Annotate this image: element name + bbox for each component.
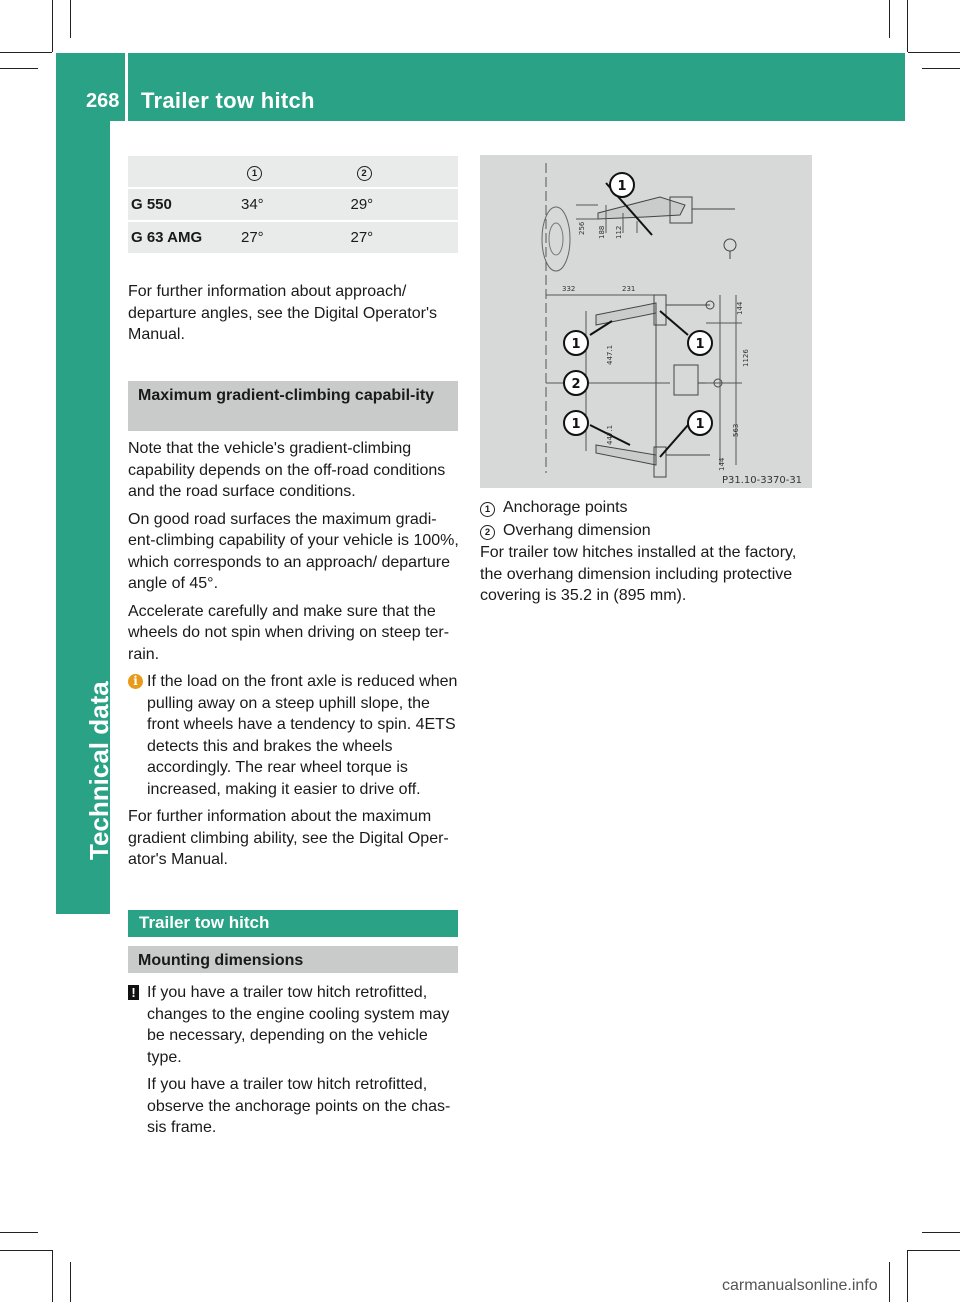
frame-rail-bottom xyxy=(596,445,656,465)
svg-text:231: 231 xyxy=(622,285,636,293)
callout-label: 1 xyxy=(571,417,581,432)
callout-1-icon: 1 xyxy=(247,166,262,181)
hitch-receiver xyxy=(674,365,698,395)
table-cell-model: G 550 xyxy=(128,189,239,220)
crop-mark xyxy=(0,1250,52,1251)
diagram-svg xyxy=(480,155,812,488)
crop-mark xyxy=(908,52,960,53)
page-number: 268 xyxy=(86,90,120,112)
svg-text:144: 144 xyxy=(736,301,744,315)
section-heading-mounting: Mounting dimensions xyxy=(128,946,458,973)
table-cell-model: G 63 AMG xyxy=(128,222,239,253)
warning-block xyxy=(128,982,460,1139)
warning-text: If you have a trailer tow hitch retrofitted, observe the anchorage points on the chas-sis frame. xyxy=(147,1076,451,1136)
legend-item xyxy=(480,497,814,519)
callout-2-icon: 2 xyxy=(480,525,495,540)
paragraph: Note that the vehicle's gradient-climbing capability depends on the off-road conditions and the road surface conditions. xyxy=(128,440,446,500)
crop-mark xyxy=(922,1232,960,1233)
page-title: Trailer tow hitch xyxy=(141,88,315,113)
svg-text:447.1: 447.1 xyxy=(606,424,614,445)
warning-icon: ! xyxy=(128,985,139,1000)
crop-mark xyxy=(907,1250,908,1302)
paragraph: On good road surfaces the maximum gradi-ent-climbing capability of your vehicle is 100%, which corresponds to an approach/ departure angle of 45°. xyxy=(128,510,459,592)
header-divider xyxy=(125,53,128,121)
info-note xyxy=(128,671,460,800)
callout-label: 1 xyxy=(695,417,705,432)
section-heading-gradient: Maximum gradient-climbing capabil-ity xyxy=(128,381,458,431)
paragraph: Accelerate carefully and make sure that the wheels do not spin when driving on steep ter-rain. xyxy=(128,602,450,663)
figure-code: P31.10-3370-31 xyxy=(722,475,803,486)
section-title: Trailer tow hitch xyxy=(128,910,458,937)
crop-mark xyxy=(0,52,52,53)
table-corner xyxy=(128,156,239,187)
callout-label: 1 xyxy=(571,337,581,352)
crop-mark xyxy=(0,68,38,69)
crop-mark xyxy=(70,1262,71,1302)
svg-text:447.1: 447.1 xyxy=(606,344,614,365)
crop-mark xyxy=(52,1250,53,1302)
table-col-header xyxy=(349,156,459,187)
svg-text:188: 188 xyxy=(598,225,606,239)
callout-2-icon: 2 xyxy=(357,166,372,181)
side-tab-label: Technical data xyxy=(84,681,114,860)
info-icon: i xyxy=(128,674,143,689)
angles-table xyxy=(128,154,458,255)
svg-text:256: 256 xyxy=(578,221,586,235)
svg-text:144: 144 xyxy=(718,457,726,471)
crop-mark xyxy=(922,68,960,69)
info-note-text: If the load on the front axle is reduced when pulling away on a steep uphill slope, the front wheels have a tendency to spin. 4ETS detects this and brakes the wheels accordingly. The rear wheel torque is increased, making it easier to drive off. xyxy=(147,673,458,798)
legend-item xyxy=(480,520,814,542)
table-cell: 27° xyxy=(239,222,349,253)
table-cell: 27° xyxy=(349,222,459,253)
svg-text:1126: 1126 xyxy=(742,349,750,367)
crop-mark xyxy=(908,1250,960,1251)
svg-text:112: 112 xyxy=(615,225,623,239)
left-column xyxy=(128,438,460,871)
left-column xyxy=(128,281,460,346)
paragraph: For further information about the maximum gradient climbing ability, see the Digital Oper-ator's Manual. xyxy=(128,808,449,868)
svg-text:563: 563 xyxy=(732,423,740,437)
callout-label: 1 xyxy=(695,337,705,352)
paragraph: For trailer tow hitches installed at the factory, the overhang dimension including protective covering is 35.2 in (895 mm). xyxy=(480,544,797,604)
table-row xyxy=(128,222,458,253)
legend-text: Anchorage points xyxy=(503,499,628,516)
crop-mark xyxy=(52,0,53,52)
crop-mark xyxy=(907,0,908,52)
table-row xyxy=(128,189,458,220)
mounting-diagram xyxy=(480,155,812,488)
warning-text: If you have a trailer tow hitch retrofitted, changes to the engine cooling system may be necessary, depending on the vehicle type. xyxy=(147,984,450,1066)
table-cell: 29° xyxy=(349,189,459,220)
ball-icon xyxy=(724,239,736,251)
crop-mark xyxy=(0,1232,38,1233)
crop-mark xyxy=(70,0,71,38)
table-col-header xyxy=(239,156,349,187)
crop-mark xyxy=(889,1262,890,1302)
crop-mark xyxy=(889,0,890,38)
svg-text:332: 332 xyxy=(562,285,576,293)
callout-1-icon: 1 xyxy=(480,502,495,517)
figure-legend xyxy=(480,497,814,607)
frame-rail-top xyxy=(596,303,656,325)
legend-text: Overhang dimension xyxy=(503,521,651,539)
callout-label: 2 xyxy=(571,377,581,392)
paragraph: For further information about approach/ departure angles, see the Digital Operator's Manual. xyxy=(128,283,438,343)
table-header-row xyxy=(128,156,458,187)
watermark: carmanualsonline.info xyxy=(722,1277,878,1294)
hitch-side-view xyxy=(598,197,685,219)
callout-label: 1 xyxy=(617,179,627,194)
wheel-hub-icon xyxy=(549,223,563,255)
table-cell: 34° xyxy=(239,189,349,220)
